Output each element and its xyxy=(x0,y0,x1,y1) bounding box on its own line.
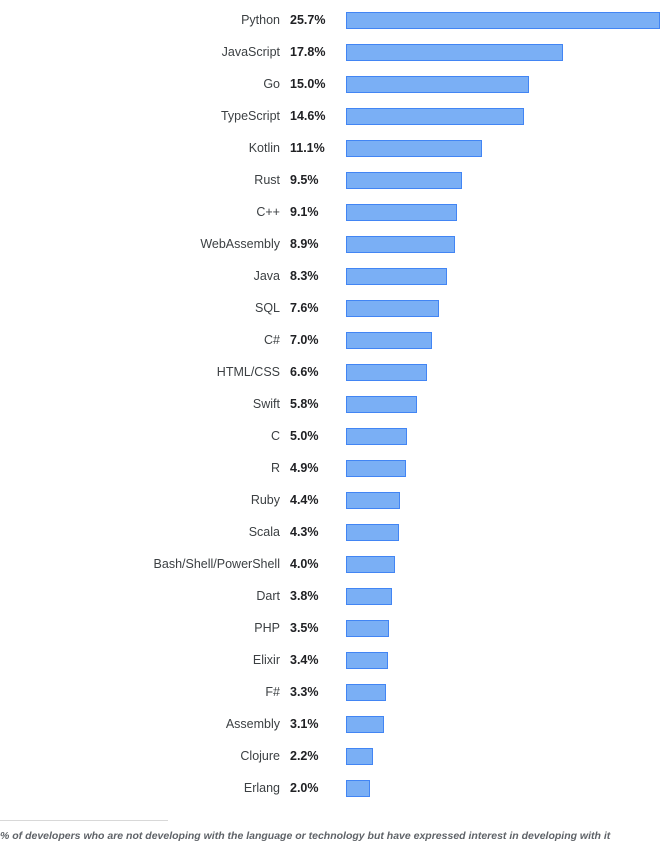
value-label: 2.0% xyxy=(290,781,319,795)
value-label: 8.3% xyxy=(290,269,319,283)
bar-track xyxy=(346,36,660,68)
category-label: Swift xyxy=(252,397,280,411)
chart-row xyxy=(0,388,660,420)
bar-track xyxy=(346,100,660,132)
category-label: Assembly xyxy=(225,717,280,731)
bar xyxy=(346,236,455,253)
value-label: 3.1% xyxy=(290,717,319,731)
chart-row xyxy=(0,676,660,708)
category-label: JavaScript xyxy=(221,45,280,59)
bar-track xyxy=(346,228,660,260)
chart-footer xyxy=(0,820,660,842)
chart-row xyxy=(0,612,660,644)
chart-row xyxy=(0,452,660,484)
bar-track xyxy=(346,580,660,612)
value-label: 3.8% xyxy=(290,589,319,603)
bar xyxy=(346,428,407,445)
category-label: Clojure xyxy=(240,749,280,763)
bar-track xyxy=(346,484,660,516)
bar-track xyxy=(346,420,660,452)
value-label: 2.2% xyxy=(290,749,319,763)
bar xyxy=(346,556,395,573)
chart-row xyxy=(0,516,660,548)
bar xyxy=(346,588,392,605)
category-label: Erlang xyxy=(243,781,280,795)
bar-track xyxy=(346,516,660,548)
category-label: Go xyxy=(263,77,280,91)
category-label: Ruby xyxy=(250,493,280,507)
chart-row xyxy=(0,196,660,228)
value-label: 4.4% xyxy=(290,493,319,507)
chart-row xyxy=(0,132,660,164)
chart-row xyxy=(0,292,660,324)
category-label: F# xyxy=(265,685,280,699)
value-label: 17.8% xyxy=(290,45,326,59)
category-label: Dart xyxy=(256,589,280,603)
category-label: WebAssembly xyxy=(200,237,280,251)
bar xyxy=(346,76,529,93)
category-label: Rust xyxy=(254,173,280,187)
bar xyxy=(346,748,373,765)
bar-track xyxy=(346,772,660,804)
bar-track xyxy=(346,324,660,356)
bar-track xyxy=(346,68,660,100)
bar-track xyxy=(346,164,660,196)
bar xyxy=(346,268,447,285)
bar-track xyxy=(346,260,660,292)
chart-row xyxy=(0,68,660,100)
bar xyxy=(346,204,457,221)
category-label: C# xyxy=(264,333,280,347)
value-label: 9.1% xyxy=(290,205,319,219)
bar-track xyxy=(346,388,660,420)
chart-row xyxy=(0,772,660,804)
value-label: 5.0% xyxy=(290,429,319,443)
bar-track xyxy=(346,740,660,772)
category-label: Kotlin xyxy=(248,141,280,155)
bar xyxy=(346,716,384,733)
category-label: SQL xyxy=(254,301,280,315)
category-label: TypeScript xyxy=(220,109,280,123)
chart-row xyxy=(0,708,660,740)
bar-track xyxy=(346,644,660,676)
bar xyxy=(346,300,439,317)
bar xyxy=(346,620,389,637)
chart-row xyxy=(0,644,660,676)
category-label: C++ xyxy=(256,205,280,219)
chart-row xyxy=(0,324,660,356)
category-label: Python xyxy=(241,13,280,27)
bar xyxy=(346,460,406,477)
bar-track xyxy=(346,196,660,228)
category-label: Scala xyxy=(248,525,280,539)
chart-row xyxy=(0,484,660,516)
value-label: 8.9% xyxy=(290,237,319,251)
value-label: 4.0% xyxy=(290,557,319,571)
bar-track xyxy=(346,292,660,324)
bar xyxy=(346,396,417,413)
bar-track xyxy=(346,452,660,484)
value-label: 4.3% xyxy=(290,525,319,539)
value-label: 9.5% xyxy=(290,173,319,187)
chart-row xyxy=(0,356,660,388)
category-label: Java xyxy=(253,269,280,283)
chart-row xyxy=(0,420,660,452)
value-label: 4.9% xyxy=(290,461,319,475)
bar xyxy=(346,332,432,349)
category-label: Elixir xyxy=(252,653,280,667)
value-label: 7.0% xyxy=(290,333,319,347)
bar xyxy=(346,684,386,701)
bar xyxy=(346,12,660,29)
bar xyxy=(346,44,563,61)
category-label: Bash/Shell/PowerShell xyxy=(153,557,280,571)
value-label: 3.4% xyxy=(290,653,319,667)
chart-row xyxy=(0,36,660,68)
bar xyxy=(346,108,524,125)
chart-row xyxy=(0,260,660,292)
chart-row xyxy=(0,4,660,36)
value-label: 6.6% xyxy=(290,365,319,379)
value-label: 11.1% xyxy=(290,141,325,155)
value-label: 3.3% xyxy=(290,685,319,699)
chart-row xyxy=(0,740,660,772)
chart-footnote: % of developers who are not developing with the language or technology but have expressed interest in developing with it xyxy=(0,830,611,842)
category-label: HTML/CSS xyxy=(216,365,280,379)
bar xyxy=(346,364,427,381)
value-label: 15.0% xyxy=(290,77,326,91)
chart-row xyxy=(0,100,660,132)
chart-row xyxy=(0,228,660,260)
footer-divider xyxy=(0,820,168,821)
value-label: 5.8% xyxy=(290,397,319,411)
chart-rows xyxy=(0,4,660,804)
category-label: R xyxy=(270,461,280,475)
bar xyxy=(346,652,388,669)
bar-track xyxy=(346,708,660,740)
bar-track xyxy=(346,676,660,708)
category-label: PHP xyxy=(254,621,280,635)
chart-row xyxy=(0,548,660,580)
bar xyxy=(346,780,370,797)
value-label: 25.7% xyxy=(290,13,326,27)
value-label: 3.5% xyxy=(290,621,319,635)
bar xyxy=(346,492,400,509)
bar-track xyxy=(346,4,660,36)
bar-track xyxy=(346,612,660,644)
chart-row xyxy=(0,580,660,612)
bar xyxy=(346,172,462,189)
bar-track xyxy=(346,132,660,164)
category-label: C xyxy=(270,429,280,443)
bar xyxy=(346,524,399,541)
value-label: 7.6% xyxy=(290,301,319,315)
chart-row xyxy=(0,164,660,196)
bar-track xyxy=(346,548,660,580)
value-label: 14.6% xyxy=(290,109,326,123)
bar-track xyxy=(346,356,660,388)
bar xyxy=(346,140,482,157)
